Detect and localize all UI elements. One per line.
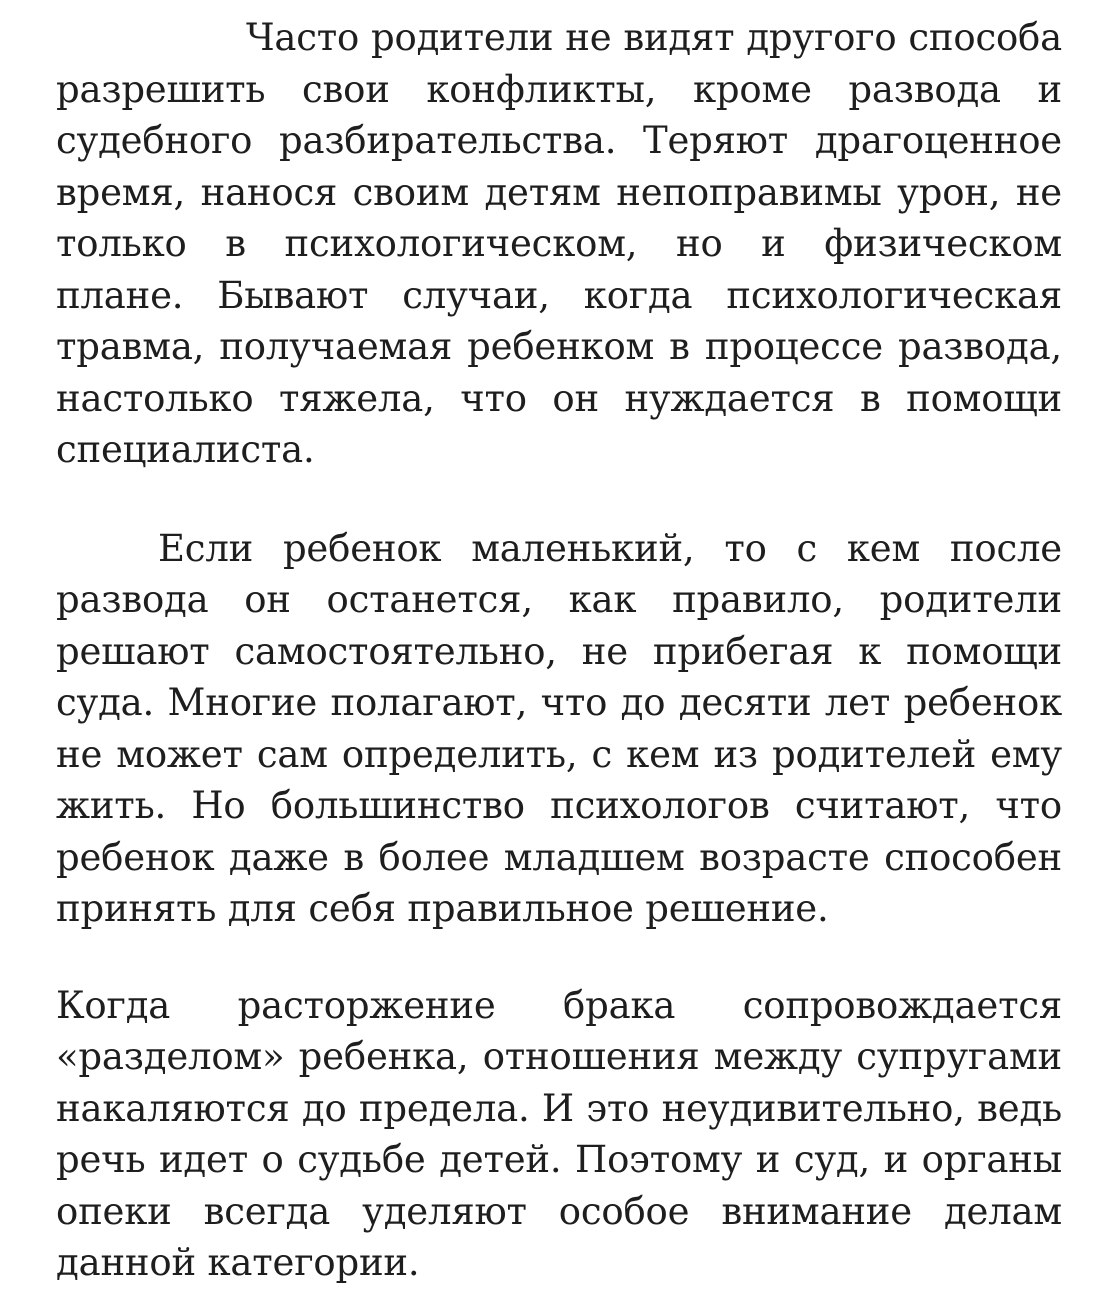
paragraph-2: Если ребенок маленький, то с кем после развода он останется, как правило, родители решают самостоятельно, не прибегая к помощи суда. Многие полагают, что до десяти лет ребенок не может сам определить, с кем из родителей ему жить. Но большинство психологов считают, что ребенок даже в более младшем возрасте способен принять для себя правильное решение. bbox=[56, 526, 1062, 930]
paragraph-1: Часто родители не видят другого способа разрешить свои конфликты, кроме развода и судебного разбирательства. Теряют драгоценное время, нанося своим детям непоправимы урон, не только в психологическом, но и физическом плане. Бывают случаи, когда психологическая травма, получаемая ребенком в процессе развода, настолько тяжела, что он нуждается в помощи специалиста. bbox=[56, 16, 1062, 471]
paragraph-3: Когда расторжение брака сопровождается «разделом» ребенка, отношения между супругами накаляются до предела. И это неудивительно, ведь речь идет о судьбе детей. Поэтому и суд, и органы опеки всегда уделяют особое внимание делам данной категории. bbox=[56, 983, 1062, 1284]
document-page bbox=[56, 12, 1062, 1289]
